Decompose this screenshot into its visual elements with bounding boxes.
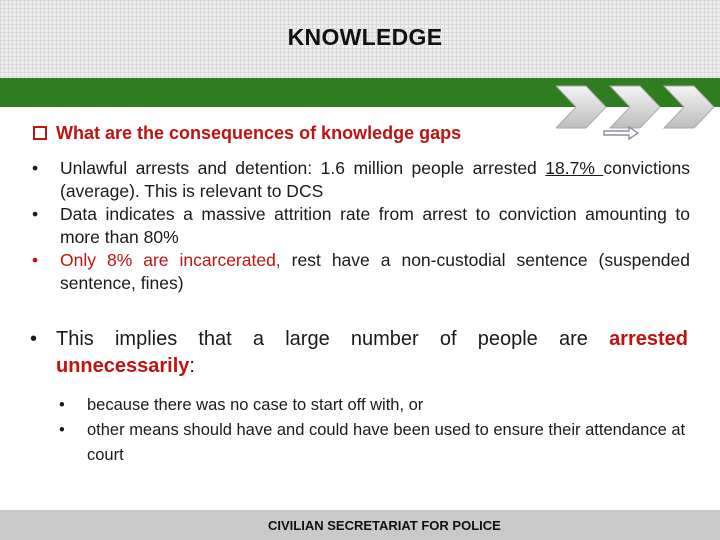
conviction-rate: 18.7% [545,158,604,178]
bullet-dot: • [32,204,39,224]
bullet-text: Data indicates a massive attrition rate from arrest to conviction amounting to more than 80% [60,204,690,247]
bullet-incarcerated [30,249,690,295]
bullet-attrition [30,203,690,249]
bullet-highlight: Only 8% are incarcerated, [60,250,281,270]
bullet-dot: • [30,328,38,350]
bullet-list [30,157,690,295]
bullet-text: Unlawful arrests and detention: 1.6 million people arrested [60,158,537,178]
chevron-arrows-icon [556,84,720,130]
question-heading: What are the consequences of knowledge gaps [56,123,462,143]
bullet-dot: • [32,250,39,270]
bullet-dot: • [59,396,65,414]
sub-bullet-list [56,393,690,468]
sub-bullet-text: other means should have and could have been used to ensure their attendance at court [87,421,686,464]
main-point-emphasis: arrested unnecessarily [56,328,688,377]
bullet-unlawful-arrests [30,157,690,203]
bullet-dot: • [32,158,39,178]
main-point [26,326,688,380]
bullet-text-rest: convictions (average). This is relevant to DCS [60,158,690,201]
main-point-lead: This implies that a large number of people are [56,328,610,350]
arrow-right-icon [603,126,639,140]
sub-bullet-item [56,418,690,468]
checkbox-bullet-icon [33,126,47,140]
sub-bullet-item [56,393,690,418]
sub-bullet-text: because there was no case to start off with, or [87,396,424,414]
page-title: KNOWLEDGE [287,24,443,50]
footer-label: CIVILIAN SECRETARIAT FOR POLICE [268,518,501,533]
main-point-tail: : [189,355,195,377]
bullet-text-rest: rest have a non-custodial sentence (suspended sentence, fines) [60,250,690,293]
bullet-dot: • [59,421,65,439]
